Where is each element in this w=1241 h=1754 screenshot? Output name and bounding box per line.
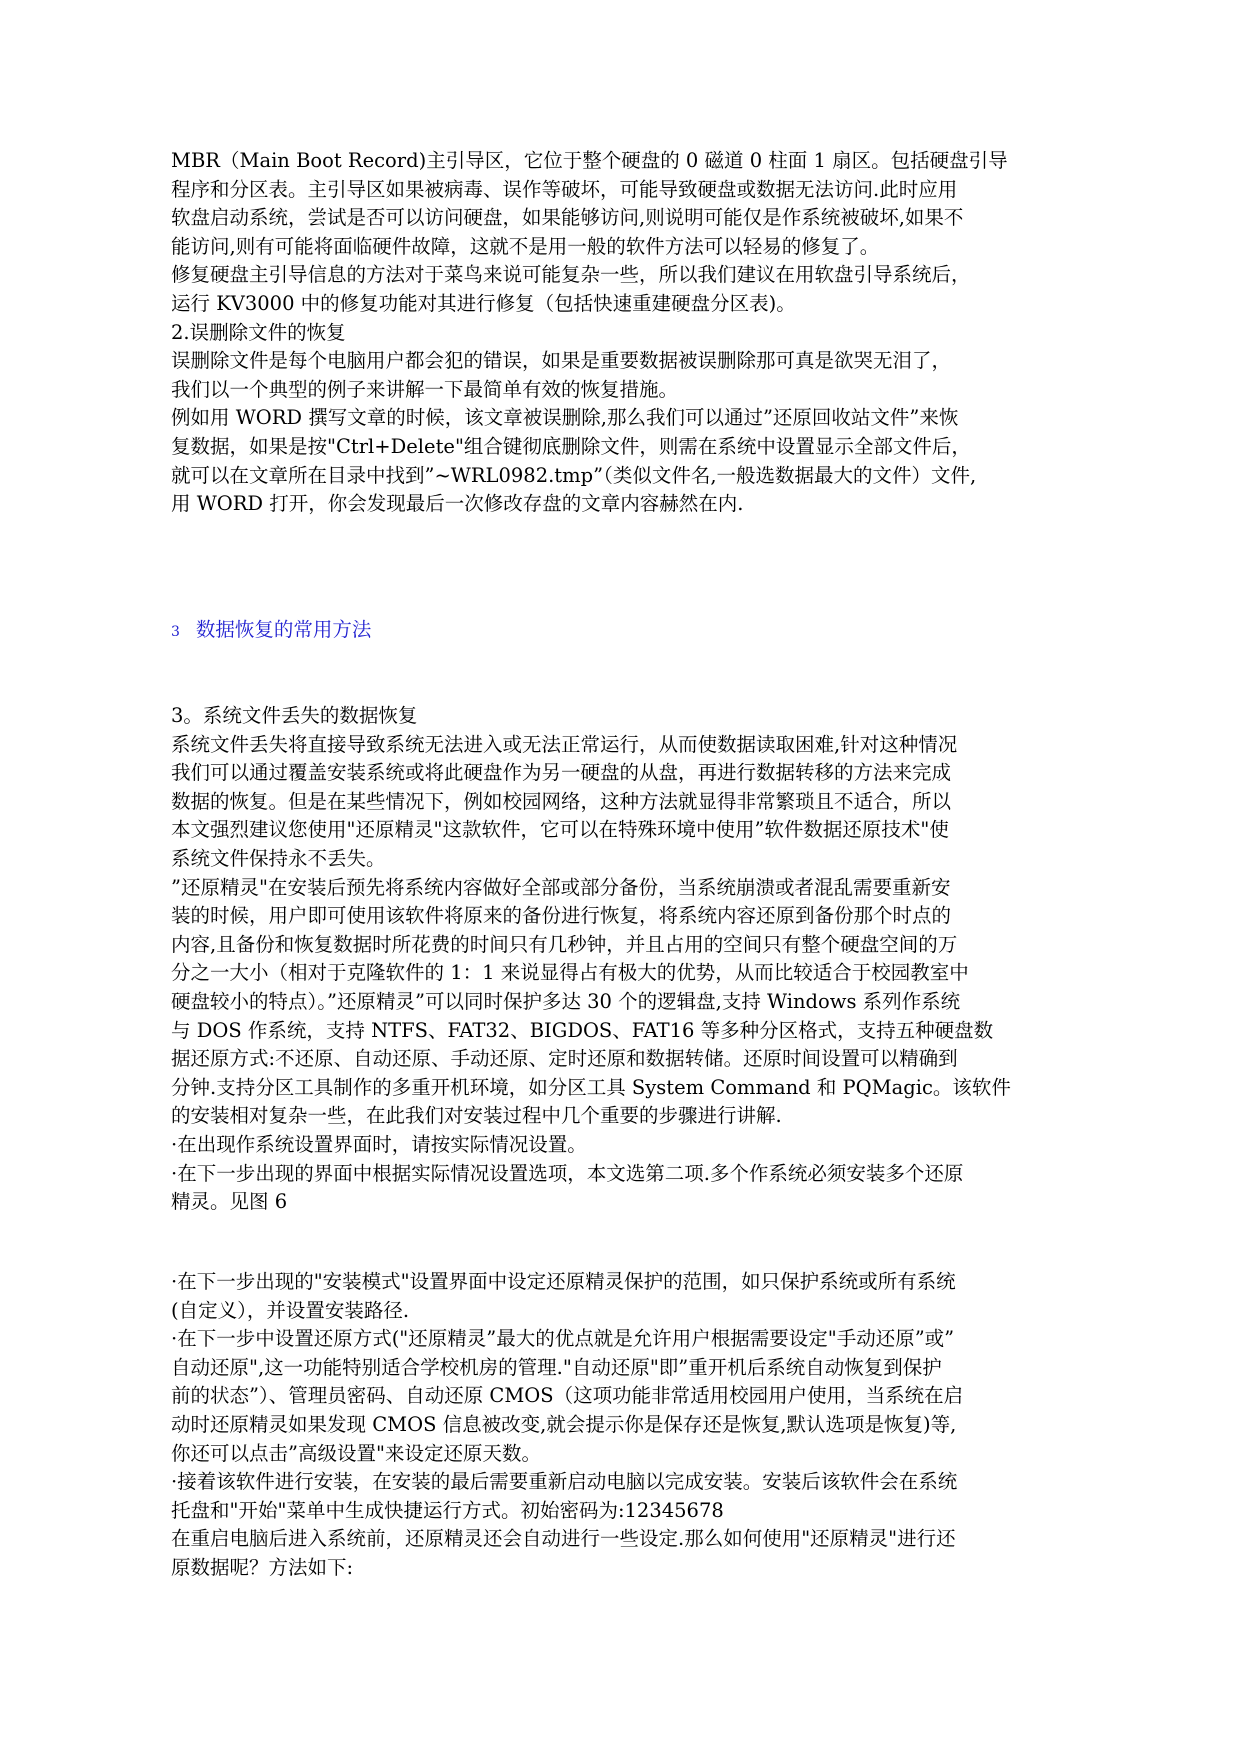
paragraph-block-mbr-and-deleted-files — [171, 147, 1071, 519]
text-line: 的安装相对复杂一些，在此我们对安装过程中几个重要的步骤进行讲解. — [171, 1104, 782, 1128]
text-line: 装的时候，用户即可使用该软件将原来的备份进行恢复，将系统内容还原到备份那个时点的 — [171, 904, 952, 928]
text-line: 修复硬盘主引导信息的方法对于菜鸟来说可能复杂一些，所以我们建议在用软盘引导系统后， — [171, 263, 971, 287]
text-line: 数据的恢复。但是在某些情况下，例如校园网络，这种方法就显得非常繁琐且不适合，所以 — [171, 789, 952, 813]
text-line: ·在下一步出现的界面中根据实际情况设置选项，本文选第二项.多个作系统必须安装多个还原 — [171, 1161, 964, 1185]
text-line: 复数据，如果是按"Ctrl+Delete"组合键彻底删除文件，则需在系统中设置显示全部文件后， — [171, 434, 971, 458]
text-line: 原数据呢？方法如下: — [171, 1555, 354, 1579]
text-line: 与 DOS 作系统，支持 NTFS、FAT32、BIGDOS、FAT16 等多种分区格式，支持五种硬盘数 — [171, 1018, 994, 1042]
paragraph-block-install-steps — [171, 1268, 1071, 1583]
text-line: ·在出现作系统设置界面时，请按实际情况设置。 — [171, 1132, 587, 1156]
text-line: 在重启电脑后进入系统前，还原精灵还会自动进行一些设定.那么如何使用"还原精灵"进行还 — [171, 1527, 956, 1551]
text-line: 本文强烈建议您使用"还原精灵"这款软件，它可以在特殊环境中使用”软件数据还原技术"使 — [171, 818, 949, 842]
text-line: 就可以在文章所在目录中找到”~WRL0982.tmp”（类似文件名,一般选数据最大的文件）文件, — [171, 463, 977, 487]
text-line: 误删除文件是每个电脑用户都会犯的错误，如果是重要数据被误删除那可真是欲哭无泪了， — [171, 349, 952, 373]
text-line: ·接着该软件进行安装，在安装的最后需要重新启动电脑以完成安装。安装后该软件会在系统 — [171, 1470, 958, 1494]
text-line: 托盘和"开始"菜单中生成快捷运行方式。初始密码为:12345678 — [171, 1498, 724, 1522]
text-line: 系统文件丢失将直接导致系统无法进入或无法正常运行，从而使数据读取困难,针对这种情况 — [171, 732, 958, 756]
text-line: 分钟.支持分区工具制作的多重开机环境，如分区工具 System Command 和 PQMagic。该软件 — [171, 1075, 1011, 1099]
text-line: 2.误删除文件的恢复 — [171, 320, 346, 344]
text-line: 软盘启动系统，尝试是否可以访问硬盘，如果能够访问,则说明可能仅是作系统被破坏,如果不 — [171, 206, 964, 230]
text-line: 用 WORD 打开，你会发现最后一次修改存盘的文章内容赫然在内. — [171, 492, 744, 516]
section-heading — [171, 615, 371, 645]
text-line: 程序和分区表。主引导区如果被病毒、误作等破坏，可能导致硬盘或数据无法访问.此时应用 — [171, 177, 958, 201]
text-line: 硬盘较小的特点）。”还原精灵”可以同时保护多达 30 个的逻辑盘,支持 Windows 系列作系统 — [171, 989, 961, 1013]
text-line: 据还原方式:不还原、自动还原、手动还原、定时还原和数据转储。还原时间设置可以精确到 — [171, 1047, 958, 1071]
text-line: ·在下一步中设置还原方式("还原精灵”最大的优点就是允许用户根据需要设定"手动还原”或” — [171, 1327, 955, 1351]
text-line: 3。系统文件丢失的数据恢复 — [171, 704, 418, 727]
text-line: 内容,且备份和恢复数据时所花费的时间只有几秒钟，并且占用的空间只有整个硬盘空间的万 — [171, 932, 958, 956]
text-line: ”还原精灵"在安装后预先将系统内容做好全部或部分备份，当系统崩溃或者混乱需要重新安 — [171, 875, 951, 899]
section-heading-text: 数据恢复的常用方法 — [195, 618, 372, 641]
text-line: 精灵。见图 6 — [171, 1190, 288, 1214]
text-line: 你还可以点击”高级设置"来设定还原天数。 — [171, 1441, 541, 1465]
text-line: 例如用 WORD 撰写文章的时候，该文章被误删除,那么我们可以通过”还原回收站文件”来恢 — [171, 406, 959, 430]
text-line: MBR（Main Boot Record)主引导区，它位于整个硬盘的 0 磁道 0 柱面 1 扇区。包括硬盘引导 — [171, 149, 1008, 172]
text-line: 分之一大小（相对于克隆软件的 1：1 来说显得占有极大的优势，从而比较适合于校园教室中 — [171, 961, 969, 985]
text-line: 自动还原",这一功能特别适合学校机房的管理."自动还原"即”重开机后系统自动恢复到保护 — [171, 1355, 942, 1379]
text-line: (自定义），并设置安装路径. — [171, 1298, 410, 1322]
text-line: 能访问,则有可能将面临硬件故障，这就不是用一般的软件方法可以轻易的修复了。 — [171, 234, 880, 258]
text-line: 我们以一个典型的例子来讲解一下最简单有效的恢复措施。 — [171, 377, 679, 401]
paragraph-block-system-file-recovery — [171, 702, 1071, 1217]
text-line: 动时还原精灵如果发现 CMOS 信息被改变,就会提示你是保存还是恢复,默认选项是恢复)等, — [171, 1412, 957, 1436]
text-line: 系统文件保持永不丢失。 — [171, 846, 386, 870]
text-line: 我们可以通过覆盖安装系统或将此硬盘作为另一硬盘的从盘，再进行数据转移的方法来完成 — [171, 761, 952, 785]
text-line: ·在下一步出现的"安装模式"设置界面中设定还原精灵保护的范围，如只保护系统或所有系统 — [171, 1270, 956, 1293]
section-heading-number: 3 — [171, 624, 180, 640]
text-line: 运行 KV3000 中的修复功能对其进行修复（包括快速重建硬盘分区表)。 — [171, 291, 796, 315]
text-line: 前的状态”）、管理员密码、自动还原 CMOS（这项功能非常适用校园用户使用，当系统在启 — [171, 1384, 964, 1408]
